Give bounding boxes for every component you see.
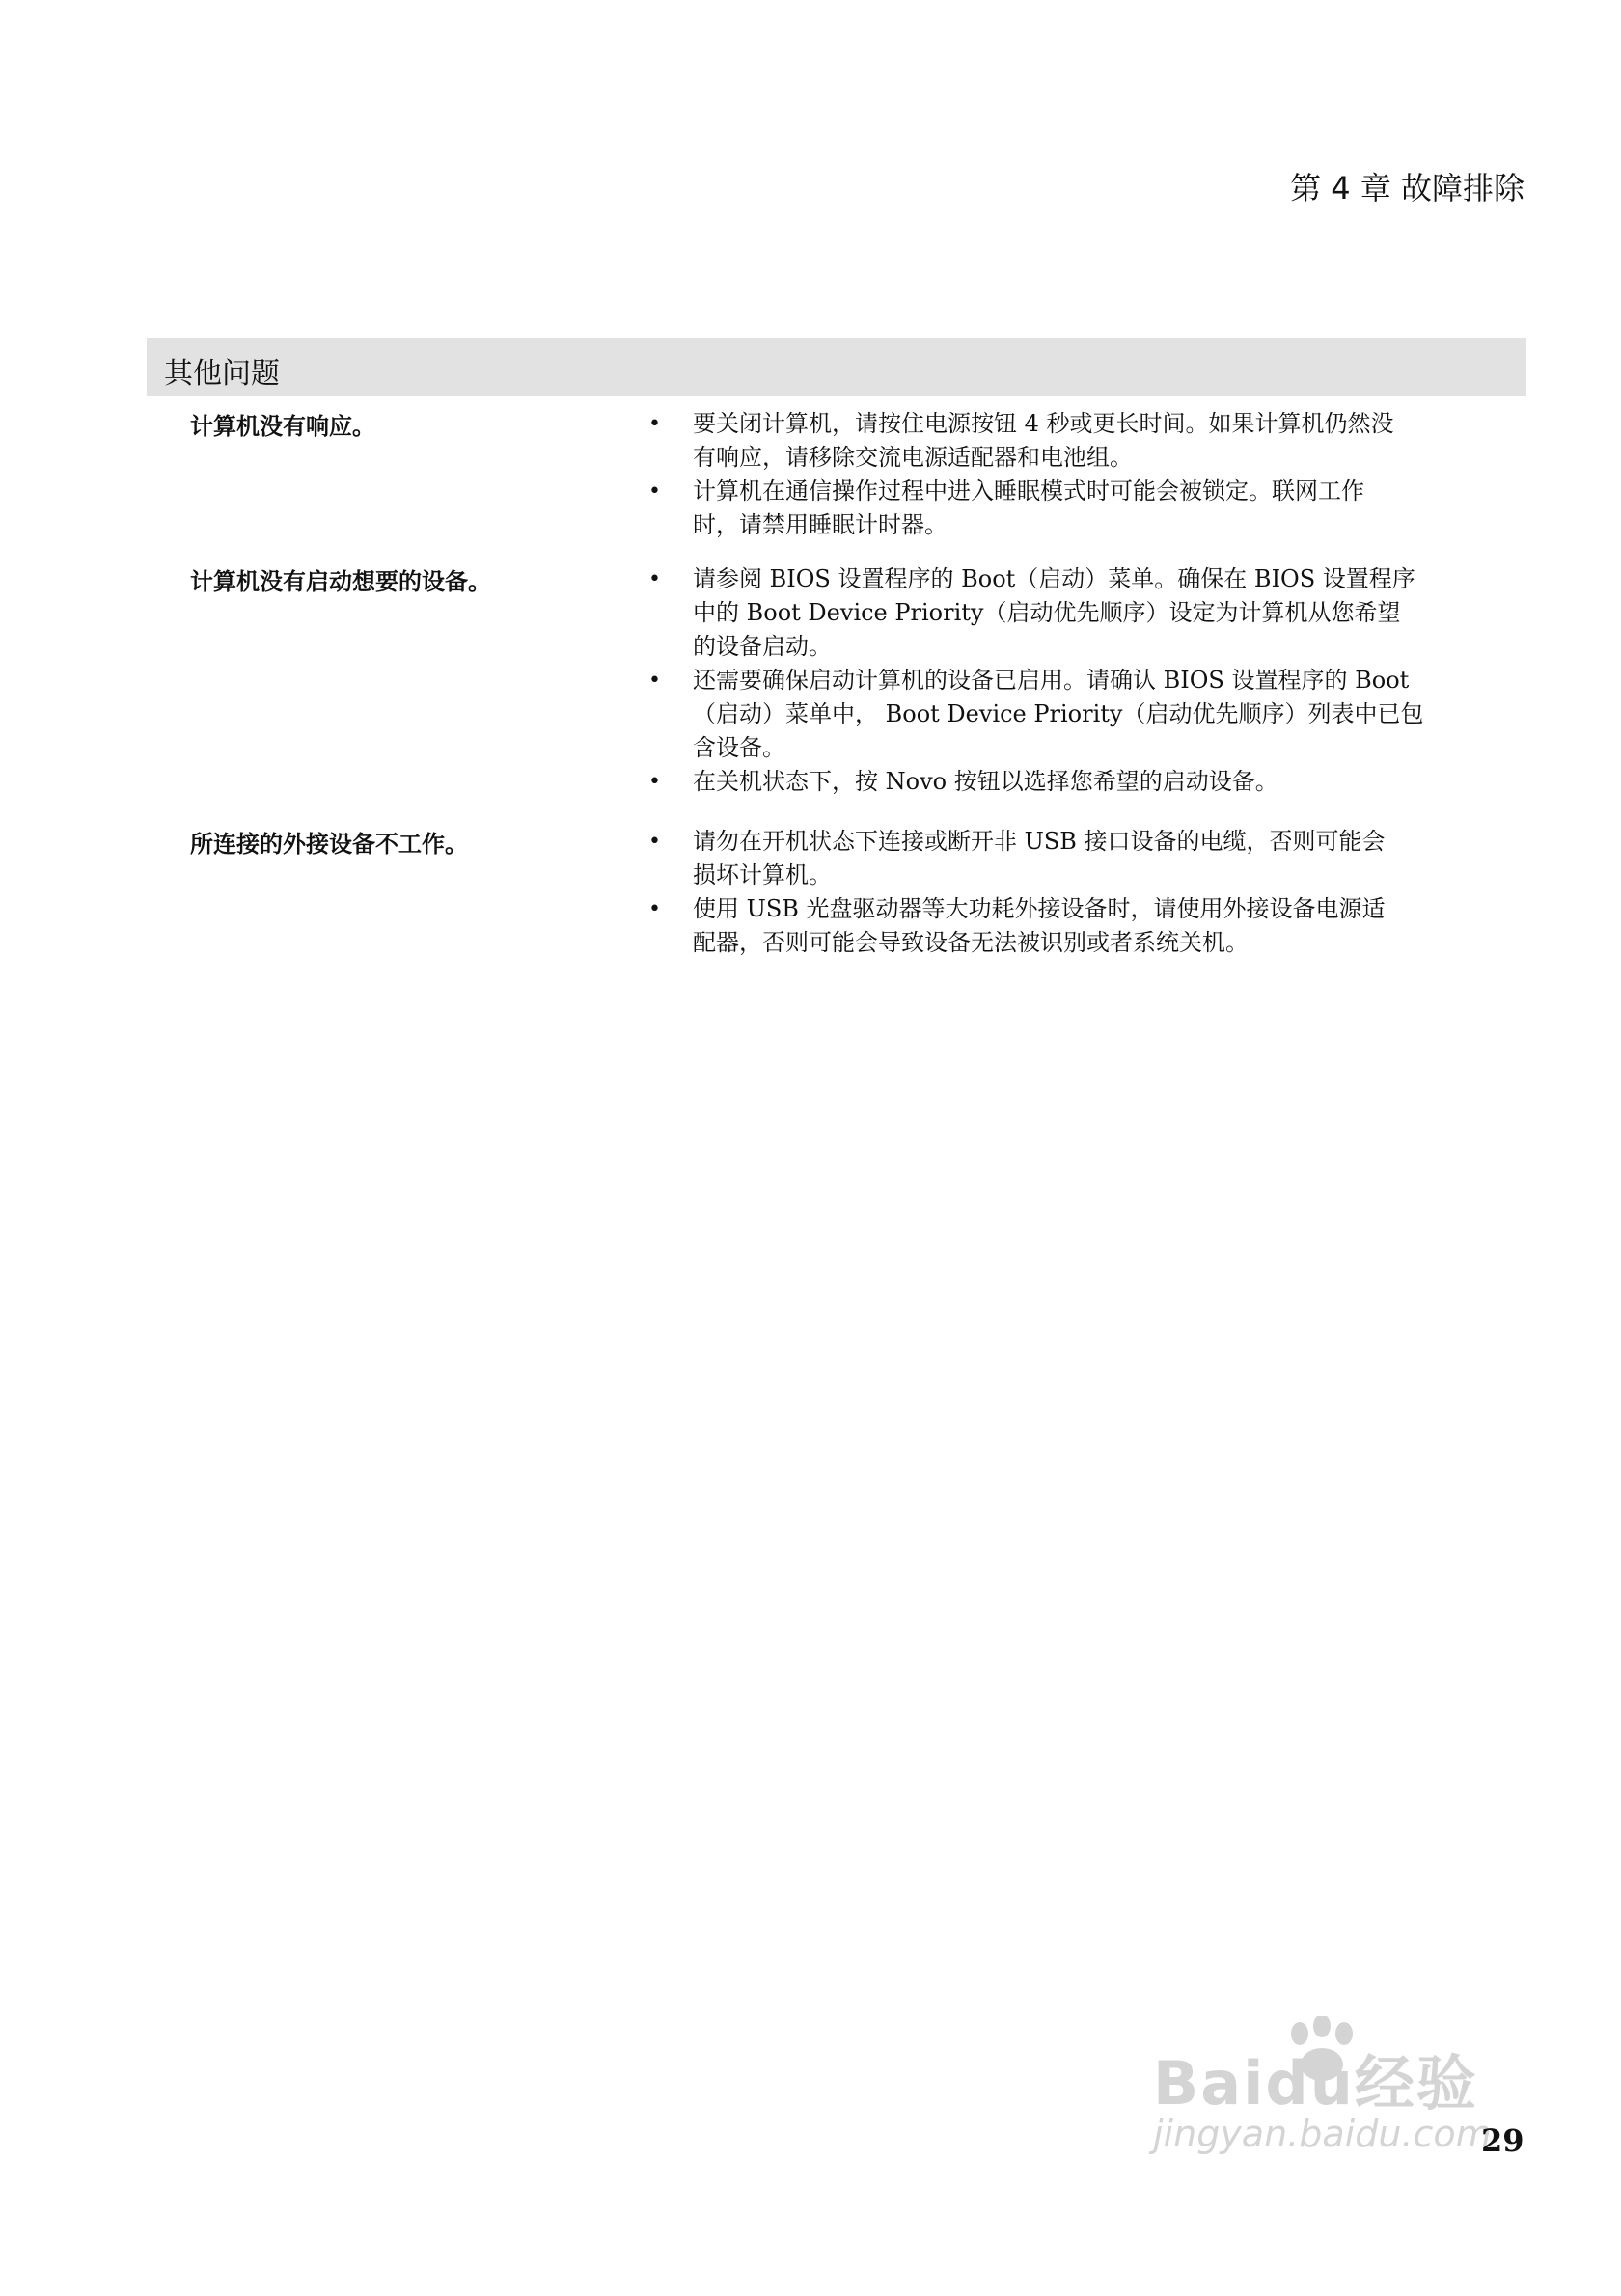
chapter-header: 第 4 章 故障排除 xyxy=(1290,170,1525,206)
section-title: 其他问题 xyxy=(164,357,280,391)
solution-item xyxy=(645,825,1513,892)
solution-line: 的设备启动。 xyxy=(693,633,832,660)
watermark-url: jingyan.baidu.com xyxy=(1153,2113,1492,2155)
solution-list xyxy=(645,562,1513,799)
solution-line: 中的 Boot Device Priority（启动优先顺序）设定为计算机从您希望 xyxy=(693,599,1401,626)
solution-line: 配器，否则可能会导致设备无法被识别或者系统关机。 xyxy=(693,929,1249,956)
solution-item xyxy=(645,765,1513,799)
solution-line: 使用 USB 光盘驱动器等大功耗外接设备时，请使用外接设备电源适 xyxy=(693,895,1386,922)
bullet-icon: • xyxy=(648,897,661,921)
problem-label: 计算机没有响应。 xyxy=(190,413,375,440)
solution-list xyxy=(645,407,1513,542)
solution-line: 计算机在通信操作过程中进入睡眠模式时可能会被锁定。联网工作 xyxy=(693,478,1364,505)
baidu-jingyan-watermark xyxy=(1153,2016,1520,2171)
solution-line: 请参阅 BIOS 设置程序的 Boot（启动）菜单。确保在 BIOS 设置程序 xyxy=(693,565,1415,592)
page-number: 29 xyxy=(1481,2122,1525,2159)
solution-line: 请勿在开机状态下连接或断开非 USB 接口设备的电缆，否则可能会 xyxy=(693,828,1386,855)
solution-item xyxy=(645,407,1513,475)
solution-item xyxy=(645,475,1513,542)
solution-line: 损坏计算机。 xyxy=(693,861,832,888)
bullet-icon: • xyxy=(648,412,661,436)
solution-line: （启动）菜单中， Boot Device Priority（启动优先顺序）列表中已包 xyxy=(693,700,1424,727)
solution-line: 时，请禁用睡眠计时器。 xyxy=(693,511,948,538)
solution-line: 在关机状态下，按 Novo 按钮以选择您希望的启动设备。 xyxy=(693,768,1278,795)
bullet-icon: • xyxy=(648,830,661,854)
solution-item xyxy=(645,892,1513,960)
bullet-icon: • xyxy=(648,770,661,794)
bullet-icon: • xyxy=(648,567,661,591)
watermark-logo: Baidu经验 xyxy=(1153,2048,1478,2118)
solution-line: 有响应，请移除交流电源适配器和电池组。 xyxy=(693,444,1133,471)
solution-line: 含设备。 xyxy=(693,734,785,761)
solution-line: 还需要确保启动计算机的设备已启用。请确认 BIOS 设置程序的 Boot xyxy=(693,667,1410,694)
solution-line: 要关闭计算机，请按住电源按钮 4 秒或更长时间。如果计算机仍然没 xyxy=(693,410,1394,437)
solution-item xyxy=(645,664,1513,765)
problem-label: 所连接的外接设备不工作。 xyxy=(190,831,468,858)
bullet-icon: • xyxy=(648,669,661,693)
bullet-icon: • xyxy=(648,479,661,504)
section-header-bar xyxy=(147,338,1526,396)
problem-label: 计算机没有启动想要的设备。 xyxy=(190,568,491,595)
solution-item xyxy=(645,562,1513,664)
solution-list xyxy=(645,825,1513,960)
